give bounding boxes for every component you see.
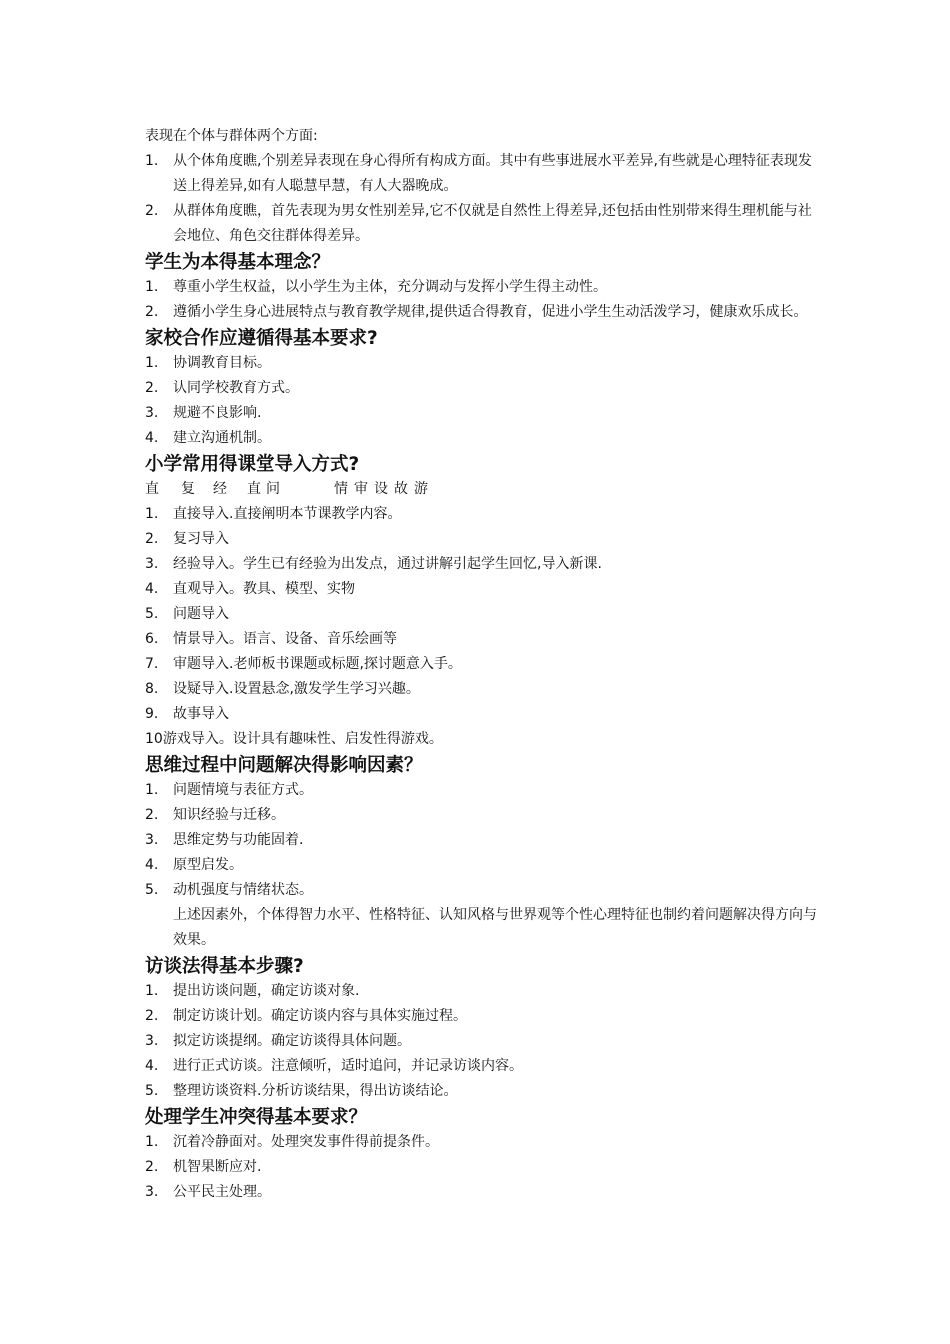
section-interview xyxy=(145,954,825,1104)
item-text: 经验导入。学生已有经验为出发点，通过讲解引起学生回忆,导入新课. xyxy=(173,556,602,572)
item-text: 提出访谈问题，确定访谈对象. xyxy=(173,983,360,999)
list-item xyxy=(145,803,825,828)
section-problem-solving xyxy=(145,753,825,953)
item-text: 规避不良影响. xyxy=(173,405,262,421)
item-text: 思维定势与功能固着. xyxy=(173,832,304,848)
item-number: 7. xyxy=(145,656,159,672)
item-text: 从个体角度瞧,个别差异表现在身心得所有构成方面。其中有些事进展水平差异,有些就是心理特征表现发送上得差异,如有人聪慧早慧，有人大器晚成。 xyxy=(173,153,812,194)
item-number: 1. xyxy=(145,983,159,999)
item-number: 1. xyxy=(145,782,159,798)
item-number: 5. xyxy=(145,606,159,622)
item-number: 3. xyxy=(145,1033,159,1049)
item-number: 3. xyxy=(145,832,159,848)
mnemonic-char: 问 xyxy=(266,481,280,497)
list-item xyxy=(145,426,825,451)
mnemonic-char: 游 xyxy=(414,481,428,497)
list-item xyxy=(145,627,825,652)
item-text: 遵循小学生身心进展特点与教育教学规律,提供适合得教育，促进小学生生动活泼学习，健康欢乐成长。 xyxy=(173,304,808,320)
mnemonic-row xyxy=(145,477,825,502)
list-item xyxy=(145,401,825,426)
item-text: 尊重小学生权益，以小学生为主体，充分调动与发挥小学生得主动性。 xyxy=(173,279,607,295)
item-text: 设疑导入.设置悬念,激发学生学习兴趣。 xyxy=(173,681,420,697)
list-item xyxy=(145,1054,825,1079)
item-text: 知识经验与迁移。 xyxy=(173,807,285,823)
section-note: 上述因素外，个体得智力水平、性格特征、认知风格与世界观等个性心理特征也制约着问题解决得方向与效果。 xyxy=(173,907,817,948)
item-text: 从群体角度瞧，首先表现为男女性别差异,它不仅就是自然性上得差异,还包括由性别带来得生理机能与社会地位、角色交往群体得差异。 xyxy=(173,203,812,244)
list-item-ten: 10游戏导入。设计具有趣味性、启发性得游戏。 xyxy=(145,731,443,747)
list-item xyxy=(145,602,825,627)
item-text: 机智果断应对. xyxy=(173,1159,262,1175)
list-item xyxy=(145,149,825,199)
item-number: 5. xyxy=(145,882,159,898)
item-number: 4. xyxy=(145,857,159,873)
item-text: 问题情境与表征方式。 xyxy=(173,782,313,798)
list-item xyxy=(145,1155,825,1180)
item-number: 1. xyxy=(145,1134,159,1150)
section-student-centered xyxy=(145,250,825,325)
list-item xyxy=(145,1079,825,1104)
list-item xyxy=(145,502,825,527)
list-item xyxy=(145,275,825,300)
list-item xyxy=(145,652,825,677)
item-text: 公平民主处理。 xyxy=(173,1184,271,1200)
section-heading: 家校合作应遵循得基本要求? xyxy=(145,328,378,349)
list-item xyxy=(145,1004,825,1029)
document-body xyxy=(145,124,825,1205)
item-number: 2. xyxy=(145,203,159,219)
list-item xyxy=(145,878,825,903)
list-item xyxy=(145,351,825,376)
item-number: 2. xyxy=(145,304,159,320)
item-number: 2. xyxy=(145,1008,159,1024)
list-item xyxy=(145,1029,825,1054)
item-text: 直观导入。教具、模型、实物 xyxy=(173,581,355,597)
mnemonic-char: 设 xyxy=(374,481,388,497)
mnemonic-char: 审 xyxy=(354,481,368,497)
mnemonic-char: 直 xyxy=(247,481,261,497)
mnemonic-char: 故 xyxy=(394,481,408,497)
list-item xyxy=(145,677,825,702)
list-item xyxy=(145,1180,825,1205)
item-number: 4. xyxy=(145,1058,159,1074)
item-text: 动机强度与情绪状态。 xyxy=(173,882,313,898)
item-number: 3. xyxy=(145,405,159,421)
item-number: 1. xyxy=(145,355,159,371)
section-heading: 处理学生冲突得基本要求？ xyxy=(145,1107,368,1128)
list-item xyxy=(145,199,825,249)
list-item xyxy=(145,1130,825,1155)
section-lesson-intro xyxy=(145,452,825,752)
item-number: 2. xyxy=(145,531,159,547)
item-text: 复习导入 xyxy=(173,531,229,547)
item-number: 9. xyxy=(145,706,159,722)
section-heading: 小学常用得课堂导入方式? xyxy=(145,454,360,475)
item-number: 1. xyxy=(145,279,159,295)
section-heading: 访谈法得基本步骤? xyxy=(145,956,304,977)
list-item xyxy=(145,828,825,853)
mnemonic-char: 经 xyxy=(213,481,227,497)
section-differences xyxy=(145,149,825,249)
item-number: 3. xyxy=(145,1184,159,1200)
item-text: 问题导入 xyxy=(173,606,229,622)
item-text: 拟定访谈提纲。确定访谈得具体问题。 xyxy=(173,1033,411,1049)
item-number: 2. xyxy=(145,380,159,396)
item-text: 制定访谈计划。确定访谈内容与具体实施过程。 xyxy=(173,1008,467,1024)
item-text: 沉着冷静面对。处理突发事件得前提条件。 xyxy=(173,1134,439,1150)
list-item xyxy=(145,702,825,727)
list-item xyxy=(145,979,825,1004)
section-home-school xyxy=(145,326,825,451)
item-number: 2. xyxy=(145,807,159,823)
item-text: 整理访谈资料.分析访谈结果，得出访谈结论。 xyxy=(173,1083,458,1099)
section-student-conflict xyxy=(145,1105,825,1205)
list-item xyxy=(145,527,825,552)
item-text: 审题导入.老师板书课题或标题,探讨题意入手。 xyxy=(173,656,462,672)
section-heading: 学生为本得基本理念？ xyxy=(145,252,331,273)
item-number: 1. xyxy=(145,153,159,169)
item-text: 进行正式访谈。注意倾听，适时追问，并记录访谈内容。 xyxy=(173,1058,523,1074)
item-text: 建立沟通机制。 xyxy=(173,430,271,446)
list-item xyxy=(145,552,825,577)
list-item xyxy=(145,853,825,878)
item-number: 4. xyxy=(145,430,159,446)
section-heading: 思维过程中问题解决得影响因素？ xyxy=(145,755,423,776)
item-number: 4. xyxy=(145,581,159,597)
list-item xyxy=(145,376,825,401)
item-text: 原型启发。 xyxy=(173,857,243,873)
item-number: 2. xyxy=(145,1159,159,1175)
item-text: 故事导入 xyxy=(173,706,229,722)
mnemonic-char: 直 xyxy=(145,481,159,497)
item-text: 情景导入。语言、设备、音乐绘画等 xyxy=(173,631,397,647)
item-text: 协调教育目标。 xyxy=(173,355,271,371)
item-number: 5. xyxy=(145,1083,159,1099)
item-number: 6. xyxy=(145,631,159,647)
item-number: 3. xyxy=(145,556,159,572)
list-item xyxy=(145,300,825,325)
list-item xyxy=(145,577,825,602)
mnemonic-char: 复 xyxy=(181,481,195,497)
mnemonic-char: 情 xyxy=(334,481,348,497)
intro-line: 表现在个体与群体两个方面: xyxy=(145,128,318,144)
list-item xyxy=(145,778,825,803)
item-text: 认同学校教育方式。 xyxy=(173,380,299,396)
item-text: 直接导入.直接阐明本节课教学内容。 xyxy=(173,506,402,522)
item-number: 8. xyxy=(145,681,159,697)
item-number: 1. xyxy=(145,506,159,522)
